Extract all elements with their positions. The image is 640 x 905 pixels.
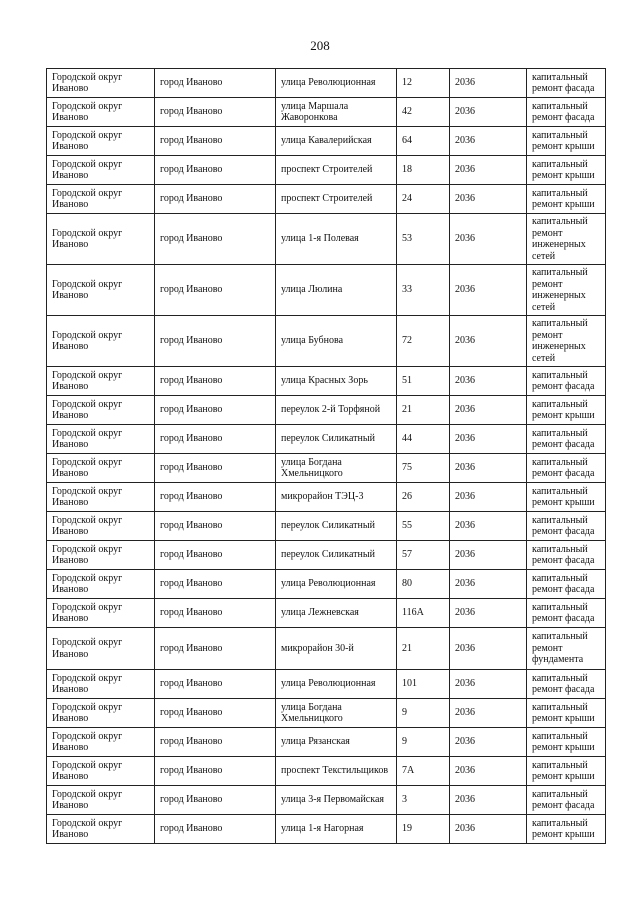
cell-year: 2036 xyxy=(450,265,527,316)
cell-district: Городской округ Иваново xyxy=(47,483,155,512)
table-row xyxy=(47,316,606,367)
cell-district: Городской округ Иваново xyxy=(47,127,155,156)
cell-year: 2036 xyxy=(450,367,527,396)
cell-work: капитальный ремонт крыши xyxy=(527,728,606,757)
cell-street: улица Богдана Хмельницкого xyxy=(276,454,397,483)
cell-district: Городской округ Иваново xyxy=(47,185,155,214)
cell-house: 72 xyxy=(397,316,450,367)
cell-city: город Иваново xyxy=(155,156,276,185)
cell-work: капитальный ремонт крыши xyxy=(527,483,606,512)
cell-work: капитальный ремонт инженерных сетей xyxy=(527,214,606,265)
cell-street: переулок 2-й Торфяной xyxy=(276,396,397,425)
cell-district: Городской округ Иваново xyxy=(47,728,155,757)
cell-house: 9 xyxy=(397,699,450,728)
cell-street: переулок Силикатный xyxy=(276,541,397,570)
cell-work: капитальный ремонт фасада xyxy=(527,570,606,599)
cell-district: Городской округ Иваново xyxy=(47,156,155,185)
cell-city: город Иваново xyxy=(155,396,276,425)
table-row xyxy=(47,541,606,570)
cell-year: 2036 xyxy=(450,69,527,98)
table-row xyxy=(47,599,606,628)
cell-street: проспект Строителей xyxy=(276,185,397,214)
cell-street: переулок Силикатный xyxy=(276,425,397,454)
table-row xyxy=(47,815,606,844)
cell-district: Городской округ Иваново xyxy=(47,628,155,670)
cell-city: город Иваново xyxy=(155,454,276,483)
cell-house: 51 xyxy=(397,367,450,396)
cell-work: капитальный ремонт фасада xyxy=(527,512,606,541)
cell-year: 2036 xyxy=(450,454,527,483)
cell-city: город Иваново xyxy=(155,728,276,757)
cell-street: улица Красных Зорь xyxy=(276,367,397,396)
cell-street: улица Лежневская xyxy=(276,599,397,628)
cell-city: город Иваново xyxy=(155,628,276,670)
cell-district: Городской округ Иваново xyxy=(47,425,155,454)
cell-district: Городской округ Иваново xyxy=(47,69,155,98)
cell-work: капитальный ремонт фасада xyxy=(527,670,606,699)
table-row xyxy=(47,156,606,185)
cell-house: 26 xyxy=(397,483,450,512)
registry-table xyxy=(46,68,606,844)
table-row xyxy=(47,699,606,728)
table-row xyxy=(47,367,606,396)
cell-city: город Иваново xyxy=(155,670,276,699)
cell-year: 2036 xyxy=(450,699,527,728)
cell-city: город Иваново xyxy=(155,786,276,815)
table-row xyxy=(47,786,606,815)
page-number: 208 xyxy=(310,38,330,53)
cell-year: 2036 xyxy=(450,570,527,599)
cell-street: улица Люлина xyxy=(276,265,397,316)
cell-street: улица Революционная xyxy=(276,69,397,98)
cell-city: город Иваново xyxy=(155,98,276,127)
cell-work: капитальный ремонт фасада xyxy=(527,454,606,483)
cell-house: 7А xyxy=(397,757,450,786)
cell-work: капитальный ремонт крыши xyxy=(527,757,606,786)
table-row xyxy=(47,98,606,127)
cell-district: Городской округ Иваново xyxy=(47,454,155,483)
cell-work: капитальный ремонт крыши xyxy=(527,185,606,214)
cell-house: 19 xyxy=(397,815,450,844)
cell-street: улица Кавалерийская xyxy=(276,127,397,156)
table-row xyxy=(47,757,606,786)
cell-work: капитальный ремонт крыши xyxy=(527,815,606,844)
cell-work: капитальный ремонт крыши xyxy=(527,156,606,185)
table-row xyxy=(47,265,606,316)
cell-year: 2036 xyxy=(450,316,527,367)
cell-street: проспект Строителей xyxy=(276,156,397,185)
cell-street: улица Революционная xyxy=(276,670,397,699)
cell-street: улица Рязанская xyxy=(276,728,397,757)
cell-district: Городской округ Иваново xyxy=(47,396,155,425)
cell-district: Городской округ Иваново xyxy=(47,265,155,316)
cell-house: 55 xyxy=(397,512,450,541)
cell-year: 2036 xyxy=(450,541,527,570)
cell-city: город Иваново xyxy=(155,185,276,214)
cell-house: 3 xyxy=(397,786,450,815)
cell-work: капитальный ремонт крыши xyxy=(527,396,606,425)
cell-house: 64 xyxy=(397,127,450,156)
cell-house: 44 xyxy=(397,425,450,454)
cell-city: город Иваново xyxy=(155,69,276,98)
cell-house: 33 xyxy=(397,265,450,316)
cell-work: капитальный ремонт фасада xyxy=(527,69,606,98)
cell-street: улица Революционная xyxy=(276,570,397,599)
cell-house: 24 xyxy=(397,185,450,214)
table-row xyxy=(47,127,606,156)
cell-house: 42 xyxy=(397,98,450,127)
cell-year: 2036 xyxy=(450,396,527,425)
cell-street: улица Богдана Хмельницкого xyxy=(276,699,397,728)
cell-city: город Иваново xyxy=(155,541,276,570)
cell-work: капитальный ремонт инженерных сетей xyxy=(527,316,606,367)
cell-house: 80 xyxy=(397,570,450,599)
cell-city: город Иваново xyxy=(155,214,276,265)
cell-city: город Иваново xyxy=(155,512,276,541)
cell-year: 2036 xyxy=(450,670,527,699)
cell-city: город Иваново xyxy=(155,127,276,156)
cell-district: Городской округ Иваново xyxy=(47,786,155,815)
cell-street: улица 3-я Первомайская xyxy=(276,786,397,815)
cell-street: улица Маршала Жаворонкова xyxy=(276,98,397,127)
cell-city: город Иваново xyxy=(155,699,276,728)
table-row xyxy=(47,425,606,454)
cell-work: капитальный ремонт фасада xyxy=(527,425,606,454)
cell-work: капитальный ремонт фасада xyxy=(527,541,606,570)
cell-street: улица 1-я Полевая xyxy=(276,214,397,265)
cell-year: 2036 xyxy=(450,98,527,127)
table-row xyxy=(47,396,606,425)
cell-house: 75 xyxy=(397,454,450,483)
cell-district: Городской округ Иваново xyxy=(47,316,155,367)
cell-house: 21 xyxy=(397,628,450,670)
cell-city: город Иваново xyxy=(155,599,276,628)
cell-work: капитальный ремонт крыши xyxy=(527,127,606,156)
cell-city: город Иваново xyxy=(155,757,276,786)
cell-district: Городской округ Иваново xyxy=(47,699,155,728)
table-row xyxy=(47,570,606,599)
cell-year: 2036 xyxy=(450,599,527,628)
cell-street: проспект Текстильщиков xyxy=(276,757,397,786)
cell-year: 2036 xyxy=(450,425,527,454)
cell-district: Городской округ Иваново xyxy=(47,367,155,396)
cell-work: капитальный ремонт фасада xyxy=(527,786,606,815)
table-row xyxy=(47,69,606,98)
cell-year: 2036 xyxy=(450,185,527,214)
cell-house: 12 xyxy=(397,69,450,98)
cell-work: капитальный ремонт фасада xyxy=(527,98,606,127)
cell-city: город Иваново xyxy=(155,265,276,316)
cell-city: город Иваново xyxy=(155,425,276,454)
cell-street: переулок Силикатный xyxy=(276,512,397,541)
cell-house: 101 xyxy=(397,670,450,699)
table-row xyxy=(47,512,606,541)
cell-street: микрорайон ТЭЦ-3 xyxy=(276,483,397,512)
cell-city: город Иваново xyxy=(155,815,276,844)
cell-year: 2036 xyxy=(450,214,527,265)
cell-work: капитальный ремонт инженерных сетей xyxy=(527,265,606,316)
cell-work: капитальный ремонт фасада xyxy=(527,367,606,396)
table-row xyxy=(47,728,606,757)
table-row xyxy=(47,670,606,699)
cell-city: город Иваново xyxy=(155,367,276,396)
cell-street: улица 1-я Нагорная xyxy=(276,815,397,844)
cell-district: Городской округ Иваново xyxy=(47,570,155,599)
cell-year: 2036 xyxy=(450,512,527,541)
cell-house: 116А xyxy=(397,599,450,628)
cell-district: Городской округ Иваново xyxy=(47,815,155,844)
cell-year: 2036 xyxy=(450,728,527,757)
registry-body xyxy=(47,69,606,844)
cell-year: 2036 xyxy=(450,815,527,844)
cell-house: 21 xyxy=(397,396,450,425)
cell-house: 18 xyxy=(397,156,450,185)
table-row xyxy=(47,454,606,483)
cell-city: город Иваново xyxy=(155,316,276,367)
table-row xyxy=(47,628,606,670)
cell-district: Городской округ Иваново xyxy=(47,757,155,786)
cell-year: 2036 xyxy=(450,483,527,512)
cell-district: Городской округ Иваново xyxy=(47,98,155,127)
cell-city: город Иваново xyxy=(155,483,276,512)
cell-district: Городской округ Иваново xyxy=(47,512,155,541)
cell-work: капитальный ремонт крыши xyxy=(527,699,606,728)
cell-district: Городской округ Иваново xyxy=(47,670,155,699)
cell-year: 2036 xyxy=(450,757,527,786)
cell-work: капитальный ремонт фасада xyxy=(527,599,606,628)
cell-street: микрорайон 30-й xyxy=(276,628,397,670)
cell-district: Городской округ Иваново xyxy=(47,599,155,628)
cell-house: 9 xyxy=(397,728,450,757)
cell-year: 2036 xyxy=(450,628,527,670)
cell-work: капитальный ремонт фундамента xyxy=(527,628,606,670)
cell-district: Городской округ Иваново xyxy=(47,214,155,265)
table-row xyxy=(47,185,606,214)
cell-district: Городской округ Иваново xyxy=(47,541,155,570)
table-row xyxy=(47,214,606,265)
cell-house: 53 xyxy=(397,214,450,265)
table-row xyxy=(47,483,606,512)
cell-city: город Иваново xyxy=(155,570,276,599)
cell-house: 57 xyxy=(397,541,450,570)
cell-year: 2036 xyxy=(450,156,527,185)
cell-year: 2036 xyxy=(450,127,527,156)
cell-street: улица Бубнова xyxy=(276,316,397,367)
cell-year: 2036 xyxy=(450,786,527,815)
